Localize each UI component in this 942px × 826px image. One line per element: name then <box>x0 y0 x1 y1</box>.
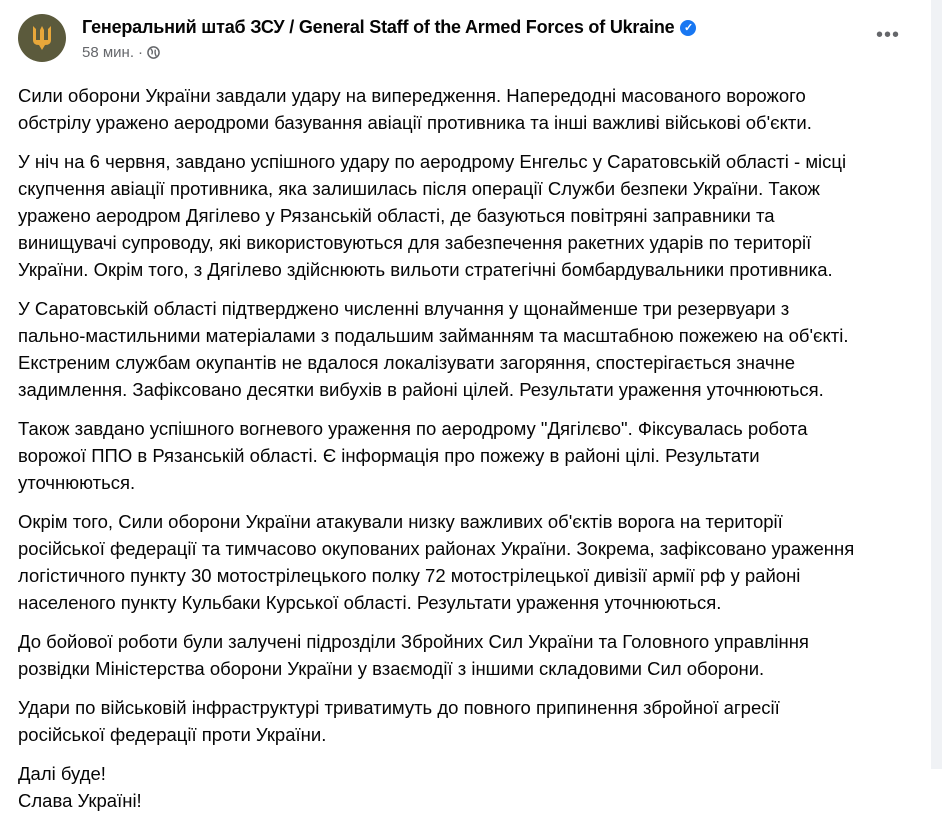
paragraph-line: уточнюються. <box>18 472 136 493</box>
paragraph-line: Окрім того, Сили оборони України атакували низку важливих об'єктів ворога на території <box>18 511 783 532</box>
globe-icon <box>147 46 160 59</box>
more-options-button[interactable]: ••• <box>876 24 901 46</box>
post-meta <box>82 44 160 61</box>
post-timestamp[interactable]: 58 мин. <box>82 44 134 61</box>
paragraph-line: Слава Україні! <box>18 790 142 811</box>
paragraph-line: задимлення. Зафіксовано десятки вибухів в районі цілей. Результати ураження уточнюються. <box>18 379 824 400</box>
post-paragraph <box>18 82 923 136</box>
paragraph-line: Далі буде! <box>18 763 106 784</box>
post-paragraph <box>18 148 923 283</box>
author-name-text[interactable]: Генеральний штаб ЗСУ / General Staff of the Armed Forces of Ukraine <box>82 17 675 37</box>
paragraph-line: України. Окрім того, з Дягілево здійснюють вильоти стратегічні бомбардувальники противника. <box>18 259 833 280</box>
verified-badge-icon: ✓ <box>680 20 696 36</box>
paragraph-line: розвідки Міністерства оборони України у взаємодії з іншими складовими Сил оборони. <box>18 658 765 679</box>
post-paragraph <box>18 694 923 748</box>
paragraph-line: До бойової роботи були залучені підрозділи Збройних Сил України та Головного управління <box>18 631 809 652</box>
paragraph-line: Екстреним службам окупантів не вдалося локалізувати загоряння, спостерігається значне <box>18 352 795 373</box>
paragraph-line: скупчення авіації противника, яка залишилась після операції Служби безпеки України. Також <box>18 178 820 199</box>
paragraph-line: обстрілу уражено аеродроми базування авіації противника та інші важливі військові об'єкти. <box>18 112 812 133</box>
paragraph-line: населеного пункту Кульбаки Курської області. Результати ураження уточнюються. <box>18 592 722 613</box>
avatar[interactable] <box>18 14 66 62</box>
post-paragraph <box>18 628 923 682</box>
paragraph-line: Удари по військовій інфраструктурі триватимуть до повного припинення збройної агресії <box>18 697 780 718</box>
paragraph-line: ворожої ППО в Рязанській області. Є інформація про пожежу в районі цілі. Результати <box>18 445 760 466</box>
post-paragraph <box>18 415 923 496</box>
post-paragraph <box>18 508 923 616</box>
paragraph-line: уражено аеродром Дягілево у Рязанській області, де базуються повітряні заправники та <box>18 205 775 226</box>
post-paragraph <box>18 295 923 403</box>
paragraph-line: пально-мастильними матеріалами з подальшим займанням та масштабною пожежею на об'єкті. <box>18 325 849 346</box>
paragraph-line: російської федерації та тимчасово окупованих районах України. Зокрема, зафіксовано ураження <box>18 538 855 559</box>
trident-icon <box>31 24 53 52</box>
post-paragraph <box>18 760 923 814</box>
paragraph-line: логістичного пункту 30 мотострілецького полку 72 мотострілецької дивізії армії рф у районі <box>18 565 801 586</box>
sidebar-edge <box>931 0 942 769</box>
paragraph-line: винищувачі супроводу, які використовуються для забезпечення ракетних ударів по території <box>18 232 812 253</box>
paragraph-line: Сили оборони України завдали удару на випередження. Напередодні масованого ворожого <box>18 85 806 106</box>
meta-separator: · <box>138 44 143 61</box>
paragraph-line: У Саратовській області підтверджено численні влучання у щонайменше три резервуари з <box>18 298 790 319</box>
post-body <box>18 82 923 826</box>
paragraph-line: У ніч на 6 червня, завдано успішного удару по аеродрому Енгельс у Саратовській області - місці <box>18 151 847 172</box>
author-name[interactable] <box>82 17 696 38</box>
paragraph-line: Також завдано успішного вогневого ураження по аеродрому "Дягілєво". Фіксувалась робота <box>18 418 808 439</box>
paragraph-line: російської федерації проти України. <box>18 724 327 745</box>
